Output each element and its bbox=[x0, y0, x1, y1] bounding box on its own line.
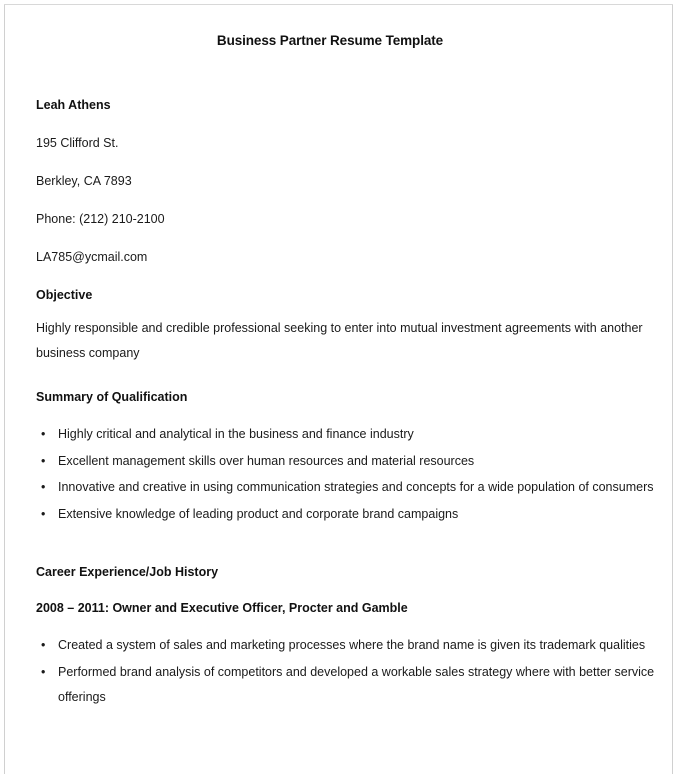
list-item bbox=[36, 475, 663, 502]
bullet-point-icon: • bbox=[41, 664, 46, 679]
contact-street-address: 195 Clifford St. bbox=[36, 136, 119, 150]
bullet-point-icon: • bbox=[41, 453, 46, 468]
list-item-text: Created a system of sales and marketing processes where the brand name is given its trademark qualities bbox=[58, 638, 646, 652]
objective-text: Highly responsible and credible professional seeking to enter into mutual investment agreements with another business company bbox=[36, 321, 643, 360]
bullet-point-icon: • bbox=[41, 638, 46, 652]
contact-city-state-zip: Berkley, CA 7893 bbox=[36, 174, 132, 188]
contact-phone: Phone: (212) 210-2100 bbox=[36, 212, 165, 226]
experience-bullet-list bbox=[36, 615, 663, 712]
candidate-name: Leah Athens bbox=[36, 98, 111, 112]
document-title: Business Partner Resume Template bbox=[216, 33, 444, 48]
list-item-text: Performed brand analysis of competitors and developed a workable sales strategy where with better service offerings bbox=[58, 664, 655, 704]
bullet-point-icon: • bbox=[41, 427, 46, 441]
resume-content bbox=[5, 48, 672, 712]
list-item bbox=[36, 449, 663, 476]
list-item-text: Excellent management skills over human resources and material resources bbox=[58, 453, 475, 468]
list-item-text: Innovative and creative in using communication strategies and concepts for a wide population of consumers bbox=[58, 480, 654, 494]
list-item-text: Highly critical and analytical in the business and finance industry bbox=[58, 427, 414, 441]
summary-bullet-list bbox=[36, 404, 663, 528]
section-heading-experience: Career Experience/Job History bbox=[36, 565, 219, 579]
job-title-heading: 2008 – 2011: Owner and Executive Officer, Procter and Gamble bbox=[36, 601, 408, 615]
bullet-point-icon: • bbox=[41, 506, 46, 521]
section-heading-objective: Objective bbox=[36, 288, 93, 302]
resume-sheet bbox=[5, 5, 672, 774]
list-item bbox=[36, 422, 663, 449]
list-item-text: Extensive knowledge of leading product and corporate brand campaigns bbox=[58, 506, 459, 521]
list-item bbox=[36, 660, 663, 712]
page-border-right bbox=[672, 5, 673, 774]
list-item bbox=[36, 502, 663, 529]
section-heading-summary: Summary of Qualification bbox=[36, 390, 188, 404]
bullet-point-icon: • bbox=[41, 480, 46, 494]
contact-email: LA785@ycmail.com bbox=[36, 250, 148, 264]
list-item bbox=[36, 633, 663, 660]
